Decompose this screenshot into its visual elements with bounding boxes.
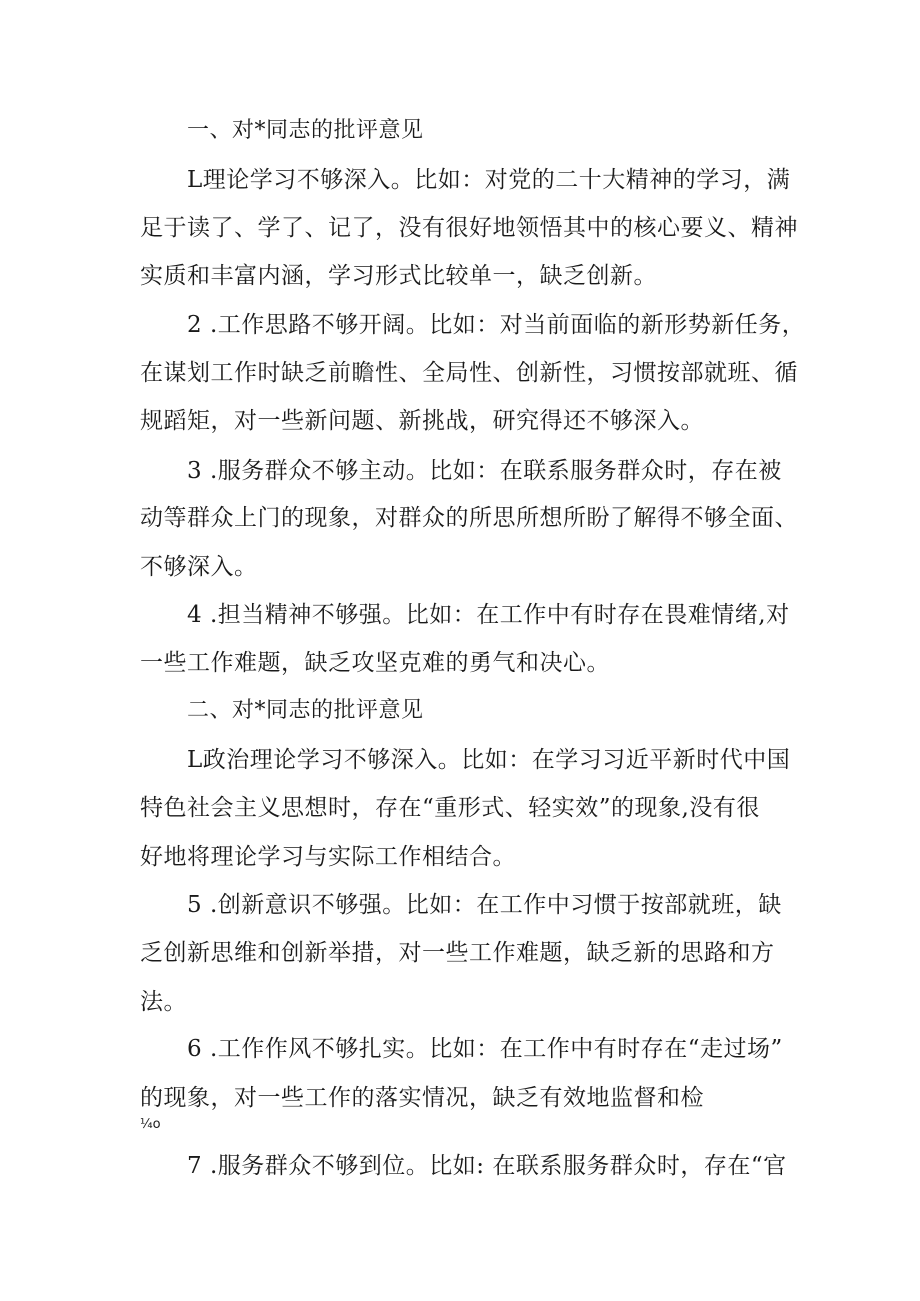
- paragraph-line: 2 .工作思路不够开阔。比如：对当前面临的新形势新任务，: [187, 312, 806, 338]
- paragraph-line: 3 .服务群众不够主动。比如：在联系服务群众时，存在被: [187, 458, 782, 484]
- paragraph-line: 在谋划工作时缺乏前瞻性、全局性、创新性，习惯按部就班、循: [140, 360, 798, 386]
- paragraph-line: L理论学习不够深入。比如：对党的二十大精神的学习，满: [187, 167, 791, 193]
- paragraph-line: 不够深入。: [140, 554, 258, 580]
- stray-mark: ¼o: [140, 1117, 161, 1132]
- paragraph-line: 法。: [140, 989, 187, 1015]
- paragraph-line: 特色社会主义思想时，存在“重形式、轻实效”的现象,没有很: [140, 795, 760, 821]
- paragraph-line: 实质和丰富内涵，学习形式比较单一，缺乏创新。: [140, 263, 657, 289]
- paragraph-line: 足于读了、学了、记了，没有很好地领悟其中的核心要义、精神: [140, 215, 798, 241]
- paragraph-line: 乏创新思维和创新举措，对一些工作难题，缺乏新的思路和方: [140, 940, 775, 966]
- paragraph-line: L政治理论学习不够深入。比如：在学习习近平新时代中国: [187, 747, 791, 773]
- section-heading-1: 一、对*同志的批评意见: [187, 118, 424, 143]
- paragraph-line: 好地将理论学习与实际工作相结合。: [140, 844, 516, 870]
- paragraph-line: 6 .工作作风不够扎实。比如：在工作中有时存在“走过场”: [187, 1036, 783, 1062]
- paragraph-line: 的现象，对一些工作的落实情况，缺乏有效地监督和检: [140, 1085, 704, 1111]
- paragraph-line: 规蹈矩，对一些新问题、新挑战，研究得还不够深入。: [140, 408, 704, 434]
- paragraph-line: 7 .服务群众不够到位。比如: 在联系服务群众时，存在“官: [187, 1153, 787, 1179]
- paragraph-line: 动等群众上门的现象，对群众的所思所想所盼了解得不够全面、: [140, 505, 798, 531]
- paragraph-line: 一些工作难题，缺乏攻坚克难的勇气和决心。: [140, 650, 610, 676]
- paragraph-line: 4 .担当精神不够强。比如：在工作中有时存在畏难情绪,对: [187, 602, 790, 628]
- section-heading-2: 二、对*同志的批评意见: [187, 698, 424, 723]
- paragraph-line: 5 .创新意识不够强。比如：在工作中习惯于按部就班，缺: [187, 892, 782, 918]
